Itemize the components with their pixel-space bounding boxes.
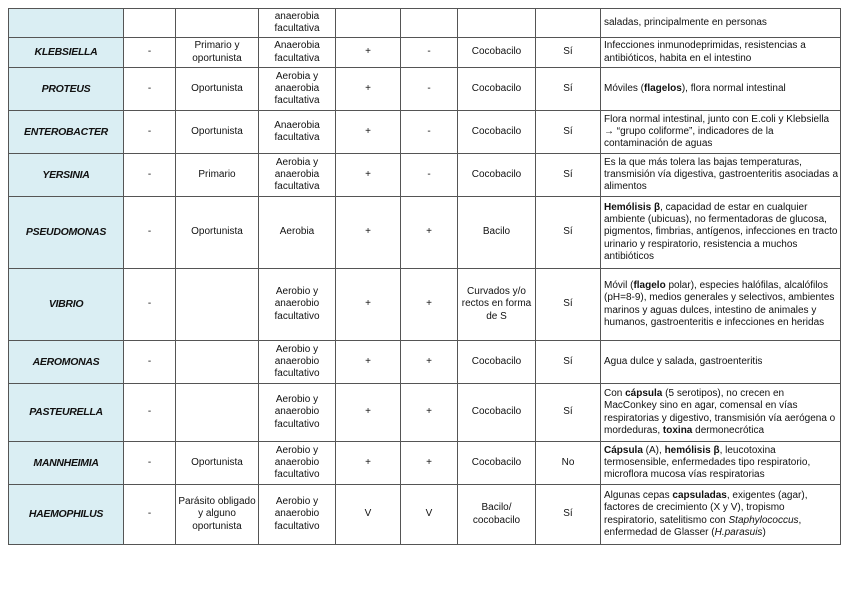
cell-pathogenicity: Parásito obligado y alguno oportunista bbox=[176, 485, 259, 545]
cell-col5: - bbox=[401, 68, 458, 111]
description-cell bbox=[601, 111, 841, 154]
description-text: , exigentes (agar), factores de crecimiento (X y V), tropismo respiratorio, satelitismo con bbox=[604, 489, 808, 526]
cell-col1: - bbox=[124, 384, 176, 442]
table-row bbox=[9, 341, 841, 384]
bold-term: flagelo bbox=[633, 279, 666, 291]
cell-col1: - bbox=[124, 442, 176, 485]
description-cell bbox=[601, 442, 841, 485]
cell-col4: + bbox=[336, 154, 401, 197]
genus-cell: PASTEURELLA bbox=[9, 384, 124, 442]
table-row bbox=[9, 442, 841, 485]
cell-col1 bbox=[124, 9, 176, 38]
description-cell bbox=[601, 154, 841, 197]
bold-term: toxina bbox=[662, 424, 693, 436]
cell-col7: No bbox=[536, 442, 601, 485]
cell-morphology: Cocobacilo bbox=[458, 68, 536, 111]
cell-morphology: Curvados y/o rectos en forma de S bbox=[458, 269, 536, 341]
description-cell bbox=[601, 269, 841, 341]
cell-pathogenicity: Oportunista bbox=[176, 111, 259, 154]
description-cell bbox=[601, 38, 841, 68]
table-row bbox=[9, 384, 841, 442]
genus-cell: KLEBSIELLA bbox=[9, 38, 124, 68]
table-row bbox=[9, 154, 841, 197]
cell-col7: Sí bbox=[536, 38, 601, 68]
description-text: Con bbox=[604, 387, 626, 399]
genus-cell: MANNHEIMIA bbox=[9, 442, 124, 485]
cell-col7: Sí bbox=[536, 485, 601, 545]
bold-term: Hemólisis β bbox=[604, 201, 661, 213]
bold-term: cápsula bbox=[625, 387, 663, 399]
cell-col1: - bbox=[124, 154, 176, 197]
cell-col4: + bbox=[336, 111, 401, 154]
cell-col4: + bbox=[336, 68, 401, 111]
cell-pathogenicity bbox=[176, 9, 259, 38]
cell-col4: + bbox=[336, 384, 401, 442]
description-text: (A), bbox=[642, 444, 665, 456]
cell-col5: + bbox=[401, 341, 458, 384]
genus-cell: AEROMONAS bbox=[9, 341, 124, 384]
cell-respiration: anaerobia facultativa bbox=[259, 9, 336, 38]
description-cell bbox=[601, 485, 841, 545]
cell-respiration: Aerobio y anaerobio facultativo bbox=[259, 485, 336, 545]
description-text: Agua dulce y salada, gastroenteritis bbox=[604, 355, 763, 367]
description-cell bbox=[601, 341, 841, 384]
bacteria-table bbox=[8, 8, 841, 545]
cell-pathogenicity: Primario y oportunista bbox=[176, 38, 259, 68]
bold-term: hemólisis β bbox=[664, 444, 720, 456]
cell-col4 bbox=[336, 9, 401, 38]
cell-respiration: Aerobia y anaerobia facultativa bbox=[259, 154, 336, 197]
cell-respiration: Aerobia y anaerobia facultativa bbox=[259, 68, 336, 111]
cell-pathogenicity: Primario bbox=[176, 154, 259, 197]
cell-col7: Sí bbox=[536, 154, 601, 197]
table-row bbox=[9, 269, 841, 341]
cell-col4: V bbox=[336, 485, 401, 545]
description-text: , leucotoxina termosensible, enfermedades tipo respiratorio, microflora mucosa vías respiratorias bbox=[604, 444, 811, 481]
cell-col1: - bbox=[124, 38, 176, 68]
cell-col7: Sí bbox=[536, 269, 601, 341]
cell-morphology: Cocobacilo bbox=[458, 341, 536, 384]
table-row bbox=[9, 9, 841, 38]
description-text: ), flora normal intestinal bbox=[681, 82, 786, 94]
cell-col4: + bbox=[336, 197, 401, 269]
description-text: Infecciones inmunodeprimidas, resistencias a antibióticos, habita en el intestino bbox=[604, 40, 806, 64]
bold-term: Cápsula bbox=[604, 444, 643, 456]
cell-respiration: Aerobio y anaerobio facultativo bbox=[259, 442, 336, 485]
cell-pathogenicity: Oportunista bbox=[176, 442, 259, 485]
cell-morphology: Cocobacilo bbox=[458, 154, 536, 197]
cell-morphology: Cocobacilo bbox=[458, 38, 536, 68]
description-cell bbox=[601, 9, 841, 38]
description-text: Algunas cepas bbox=[604, 489, 673, 501]
table-row bbox=[9, 68, 841, 111]
cell-col1: - bbox=[124, 269, 176, 341]
cell-col7: Sí bbox=[536, 68, 601, 111]
genus-cell bbox=[9, 9, 124, 38]
cell-morphology: Cocobacilo bbox=[458, 111, 536, 154]
description-text: , enfermedad de Glasser ( bbox=[604, 514, 802, 538]
cell-col5: + bbox=[401, 269, 458, 341]
table-row bbox=[9, 197, 841, 269]
description-text: Móviles ( bbox=[604, 82, 645, 94]
description-cell bbox=[601, 68, 841, 111]
genus-cell: PROTEUS bbox=[9, 68, 124, 111]
cell-pathogenicity: Oportunista bbox=[176, 68, 259, 111]
cell-pathogenicity: Oportunista bbox=[176, 197, 259, 269]
genus-cell: ENTEROBACTER bbox=[9, 111, 124, 154]
cell-pathogenicity bbox=[176, 341, 259, 384]
table-row bbox=[9, 485, 841, 545]
cell-col1: - bbox=[124, 68, 176, 111]
cell-respiration: Aerobio y anaerobio facultativo bbox=[259, 341, 336, 384]
cell-col7: Sí bbox=[536, 197, 601, 269]
genus-cell: VIBRIO bbox=[9, 269, 124, 341]
cell-col5: - bbox=[401, 111, 458, 154]
description-text: ) bbox=[762, 526, 766, 538]
table-row bbox=[9, 38, 841, 68]
cell-col5: + bbox=[401, 384, 458, 442]
cell-morphology bbox=[458, 9, 536, 38]
description-text: polar), especies halófilas, alcalófilos (pH=8-9), medios generales y selectivos, ambientes marinos y aguas dulces, intestino de animales y humanos, gastroenteritis e infecciones en heridas bbox=[604, 279, 835, 328]
bold-term: capsuladas bbox=[672, 489, 727, 501]
description-text: , capacidad de estar en cualquier ambiente (ubicuas), no fermentadoras de glucosa, pigmentos, fimbrias, antígenos, infecciones en tracto urinario y respiratorio, resistencia a muchos antibióticos bbox=[604, 201, 838, 262]
cell-col1: - bbox=[124, 111, 176, 154]
description-text: dermonecrótica bbox=[692, 424, 765, 436]
cell-morphology: Bacilo bbox=[458, 197, 536, 269]
cell-respiration: Aerobio y anaerobio facultativo bbox=[259, 269, 336, 341]
cell-col1: - bbox=[124, 485, 176, 545]
bold-term: flagelos bbox=[644, 82, 682, 94]
cell-pathogenicity bbox=[176, 384, 259, 442]
genus-cell: PSEUDOMONAS bbox=[9, 197, 124, 269]
cell-col5 bbox=[401, 9, 458, 38]
cell-respiration: Aerobio y anaerobio facultativo bbox=[259, 384, 336, 442]
italic-term: Staphylococcus bbox=[728, 514, 799, 526]
italic-term: H.parasuis bbox=[714, 526, 763, 538]
cell-col4: + bbox=[336, 269, 401, 341]
genus-cell: HAEMOPHILUS bbox=[9, 485, 124, 545]
genus-cell: YERSINIA bbox=[9, 154, 124, 197]
cell-respiration: Anaerobia facultativa bbox=[259, 38, 336, 68]
description-text: Flora normal intestinal, junto con E.coli y Klebsiella → “grupo coliforme”, indicadores de la contaminación de aguas bbox=[604, 113, 830, 150]
cell-col4: + bbox=[336, 341, 401, 384]
cell-col5: - bbox=[401, 38, 458, 68]
cell-col7 bbox=[536, 9, 601, 38]
cell-col4: + bbox=[336, 442, 401, 485]
description-text: (5 serotipos), no crecen en MacConkey sino en agar, comensal en vías respiratorias y digestivo, transmisión vía aerógena o mordeduras, bbox=[604, 387, 836, 436]
table-row bbox=[9, 111, 841, 154]
cell-respiration: Aerobia bbox=[259, 197, 336, 269]
cell-col1: - bbox=[124, 341, 176, 384]
cell-morphology: Cocobacilo bbox=[458, 442, 536, 485]
cell-col5: + bbox=[401, 197, 458, 269]
description-text: Es la que más tolera las bajas temperaturas, transmisión vía digestiva, gastroenteritis asociadas a alimentos bbox=[604, 156, 839, 193]
cell-col7: Sí bbox=[536, 341, 601, 384]
cell-morphology: Cocobacilo bbox=[458, 384, 536, 442]
cell-col5: - bbox=[401, 154, 458, 197]
description-text: Móvil ( bbox=[604, 279, 634, 291]
cell-col5: V bbox=[401, 485, 458, 545]
cell-morphology: Bacilo/ cocobacilo bbox=[458, 485, 536, 545]
cell-col7: Sí bbox=[536, 384, 601, 442]
cell-pathogenicity bbox=[176, 269, 259, 341]
cell-respiration: Anaerobia facultativa bbox=[259, 111, 336, 154]
cell-col4: + bbox=[336, 38, 401, 68]
cell-col1: - bbox=[124, 197, 176, 269]
description-cell bbox=[601, 197, 841, 269]
cell-col7: Sí bbox=[536, 111, 601, 154]
cell-col5: + bbox=[401, 442, 458, 485]
description-cell bbox=[601, 384, 841, 442]
description-text: saladas, principalmente en personas bbox=[604, 16, 767, 28]
